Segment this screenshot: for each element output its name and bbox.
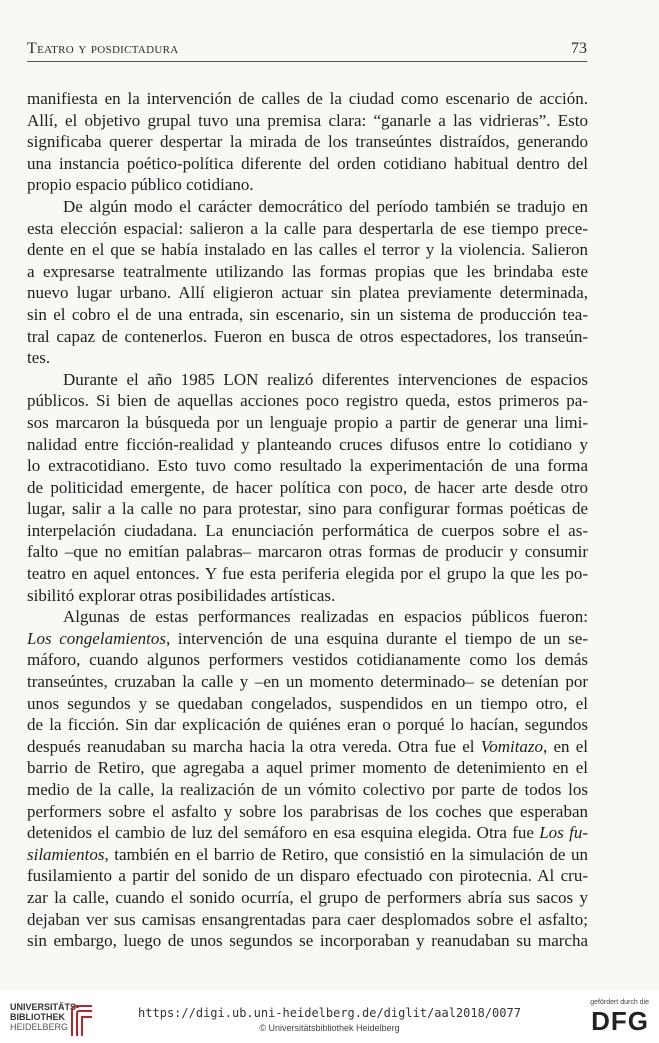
text-line: teatro en aquel entonces. Y fue esta periferia elegida por el grupo la que les po- — [27, 564, 588, 584]
text-line: significaba querer despertar la mirada de los transeúntes distraídos, generando — [27, 132, 588, 152]
text-line: dente en el que se había instalado en las calles el terror y la violencia. Salieron — [27, 240, 588, 260]
text-line: De algún modo el carácter democrático del período también se tradujo en — [63, 196, 588, 216]
italic-title: silamientos — [27, 844, 105, 864]
dfg-logo — [585, 998, 649, 1038]
text-line: una instancia poético-política diferente del orden cotidiano habitual dentro del — [27, 153, 588, 173]
text-line: máforo, cuando algunos performers vestidos cotidianamente como los demás — [27, 650, 588, 670]
text-line: de la ficción. Sin dar explicación de quiénes eran o porqué lo hacían, segundos — [27, 715, 588, 735]
text-line: lugar, salir a la calle no para protestar, sino para configurar formas poéticas de — [27, 499, 588, 519]
library-name-line-1: UNIVERSITÄTS- — [10, 1002, 80, 1012]
text-line: unos segundos y se quedaban congelados, suspendidos en un tiempo otro, el — [27, 693, 588, 713]
text-line: a expresarse teatralmente utilizando las formas propias que les brindaba este — [27, 261, 588, 281]
text-line: sin el cobro el de una entrada, sin escenario, sin un sistema de producción tea- — [27, 304, 588, 324]
text-line: de politicidad emergente, de hacer política con poco, de hacer arte desde otro — [27, 477, 588, 497]
text-line: dejaban ver sus camisas ensangrentadas para caer desplomados sobre el asfalto; — [27, 909, 588, 929]
text-line: fusilamiento a partir del sonido de un disparo efectuado con pirotecnia. Al cru- — [27, 866, 588, 886]
italic-title: Vomitazo — [480, 736, 544, 756]
library-name-line-2: BIBLIOTHEK — [10, 1012, 65, 1022]
text-line: manifiesta en la intervención de calles de la ciudad como escenario de acción. — [27, 89, 588, 108]
footer — [0, 990, 659, 1043]
text-line: públicos. Si bien de aquellas acciones poco registro queda, estos primeros pa- — [27, 391, 588, 411]
library-name-line-3: HEIDELBERG — [10, 1022, 69, 1032]
copyright-notice: © Universitätsbibliothek Heidelberg — [259, 1023, 400, 1033]
text-line: propio espacio público cotidiano. — [27, 175, 254, 195]
text-line: medio de la calle, la realización de un vómito colectivo por parte de todos los — [27, 780, 588, 799]
text-line: nuevo lugar urbano. Allí eligieron actuar sin platea previamente determinada, — [27, 283, 588, 303]
digital-object-url[interactable]: https://digi.ub.uni-heidelberg.de/diglit/aal2018/0077 — [138, 1006, 521, 1020]
text-line: transeúntes, cruzaban la calle y –en un momento determinado– se detenían por — [27, 672, 588, 692]
text-line: sibilitó explorar otras posibilidades artísticas. — [27, 585, 336, 605]
running-title: Teatro y posdictadura — [27, 40, 179, 57]
page-number: 73 — [571, 40, 587, 57]
text-line: interpelación ciudadana. La enunciación performática de cuerpos sobre el as- — [27, 520, 588, 540]
text-line: Allí, el objetivo grupal tuvo una premisa clara: “ganarle a las vidrieras”. Esto — [27, 110, 588, 130]
text-line: Durante el año 1985 LON realizó diferentes intervenciones de espacios — [63, 369, 588, 389]
body-text — [27, 88, 588, 952]
text-line: zar la calle, cuando el sonido ocurría, el grupo de performers abría sus sacos y — [27, 887, 588, 907]
text-line: sos marcaron la búsqueda por un lenguaje propio a partir de generar una limi- — [27, 412, 588, 432]
text-line: Los congelamientos, intervención de una esquina durante el tiempo de un se- — [27, 628, 588, 648]
text-line: barrio de Retiro, que agregaba a aquel primer momento de detenimiento en el — [27, 758, 588, 778]
text-line: tral capaz de contenerlos. Fueron en busca de otros espectadores, los transeún- — [27, 326, 588, 346]
paragraph — [27, 606, 588, 952]
text-line: esta elección espacial: salieron a la calle para despertarla de ese tiempo prece- — [27, 218, 588, 238]
paragraph — [27, 196, 588, 369]
text-line: lo extracotidiano. Esto tuvo como resultado la experimentación de una forma — [27, 456, 588, 476]
text-line: falto –que no emitían palabras– marcaron otras formas de producir y consumir — [27, 542, 588, 562]
text-line: sin embargo, luego de unos segundos se incorporaban y reanudaban su marcha — [27, 931, 588, 951]
text-line: después reanudaban su marcha hacia la otra vereda. Otra fue el Vomitazo, en el — [27, 736, 588, 756]
italic-title: Los fu- — [539, 823, 588, 843]
text-line: Algunas de estas performances realizadas en espacios públicos fueron: — [63, 607, 588, 627]
italic-title: Los congelamientos — [27, 628, 166, 648]
funding-note: gefördert durch die — [590, 999, 649, 1006]
text-line: detenidos el cambio de luz del semáforo en esa esquina elegida. Otra fue Los fu- — [27, 823, 588, 843]
text-line: performers sobre el asfalto y sobre los parabrisas de los coches que esperaban — [27, 801, 588, 821]
paragraph — [27, 88, 588, 196]
paragraph — [27, 369, 588, 607]
text-line: tes. — [27, 348, 51, 368]
header-rule — [27, 61, 587, 62]
dfg-wordmark: DFG — [591, 1006, 649, 1036]
text-line: nalidad entre ficción-realidad y planteando cruces difusos entre lo cotidiano y — [27, 434, 588, 454]
text-line: silamientos, también en el barrio de Retiro, que consistió en la simulación de un — [27, 844, 588, 864]
